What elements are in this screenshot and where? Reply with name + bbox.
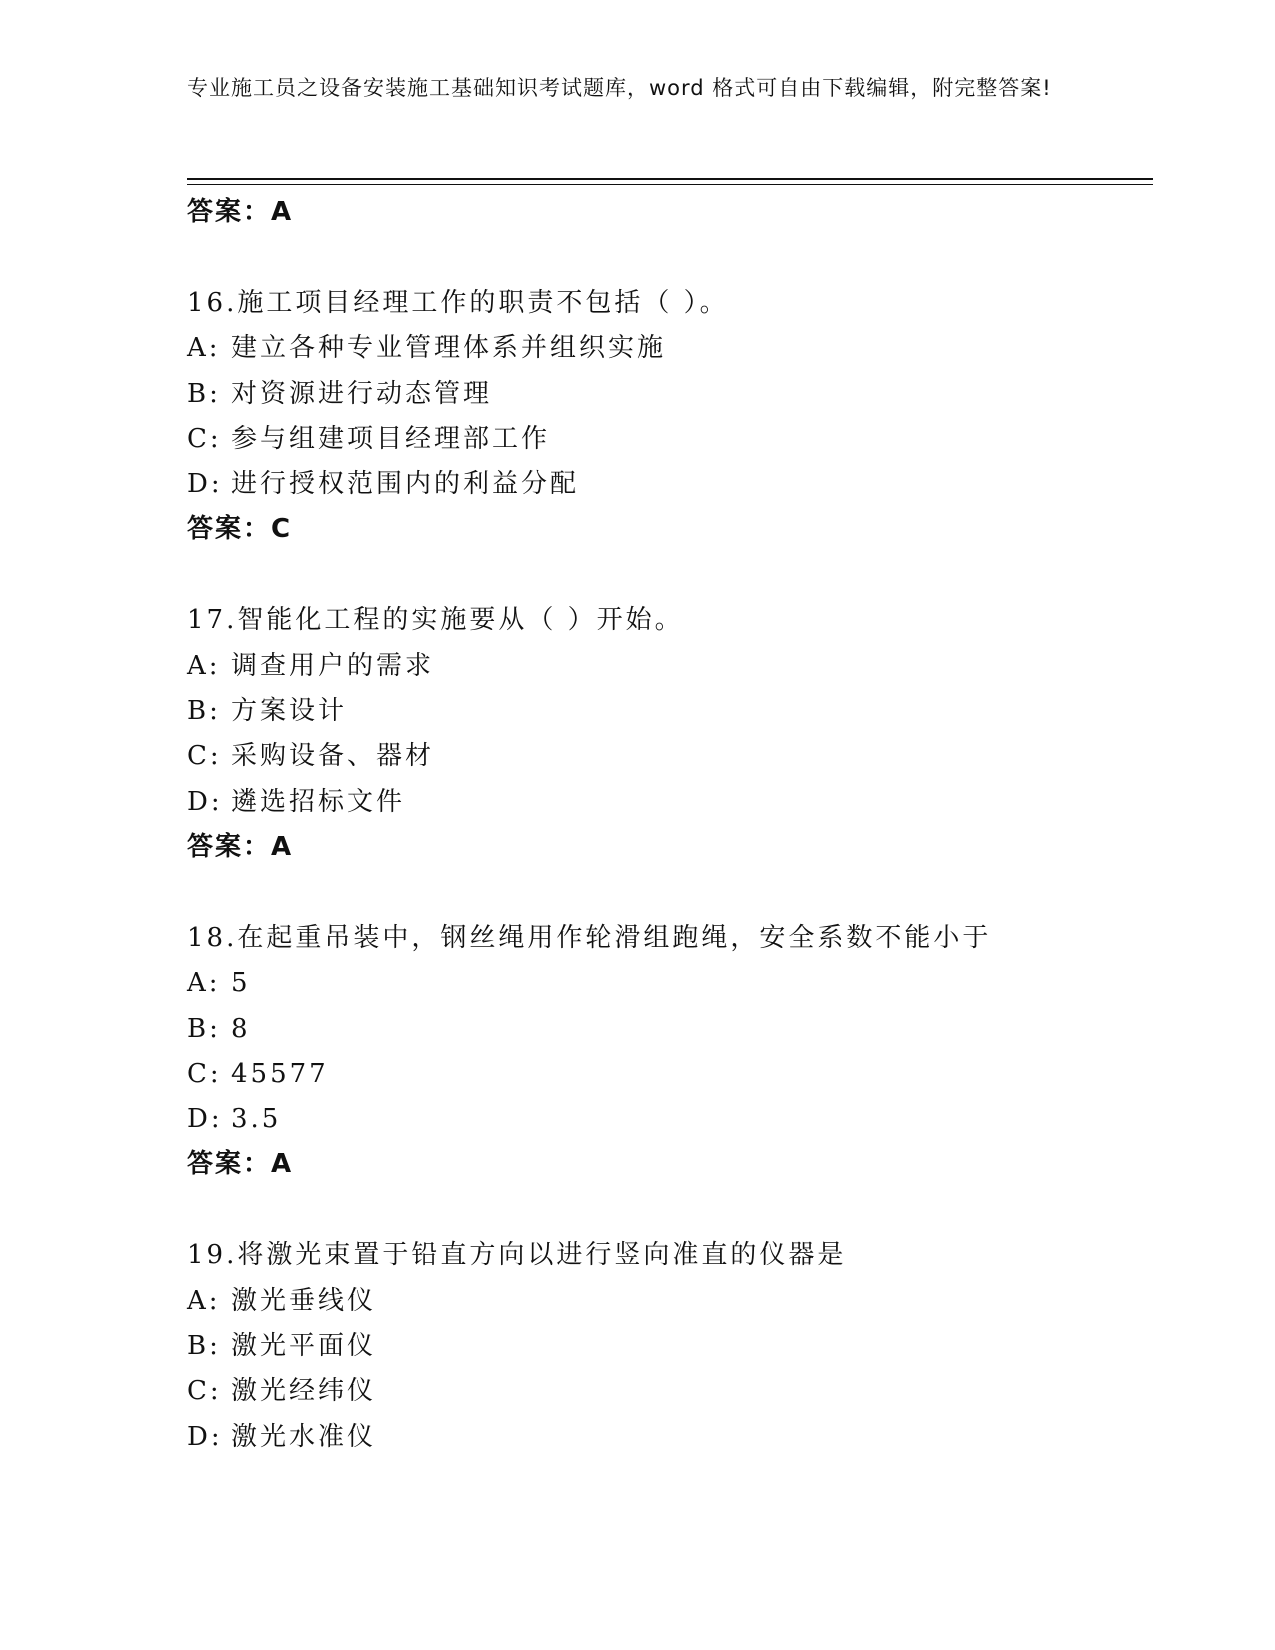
option-a: [187, 1279, 1153, 1324]
option-b: [187, 372, 1153, 417]
option-c: [187, 734, 1153, 779]
option-d: [187, 1415, 1153, 1460]
option-text: 3.5: [231, 1104, 282, 1135]
option-a: [187, 326, 1153, 371]
option-letter: D:: [187, 1421, 223, 1452]
option-d: [187, 462, 1153, 507]
question-18: [187, 916, 1153, 1186]
option-letter: B:: [187, 378, 221, 409]
option-letter: A:: [187, 968, 221, 999]
option-text: 方案设计: [231, 696, 348, 727]
question-19: [187, 1233, 1153, 1459]
question-list: [187, 190, 1153, 1460]
option-text: 激光垂线仪: [231, 1285, 377, 1316]
option-letter: C:: [187, 1376, 222, 1407]
option-letter: A:: [187, 333, 221, 364]
option-text: 参与组建项目经理部工作: [231, 423, 551, 454]
option-letter: C:: [187, 1058, 222, 1089]
document-header: 专业施工员之设备安装施工基础知识考试题库，word 格式可自由下载编辑，附完整答案!: [187, 76, 1052, 100]
option-text: 45577: [231, 1058, 329, 1089]
option-c: [187, 1052, 1153, 1097]
option-text: 建立各种专业管理体系并组织实施: [231, 333, 667, 364]
option-text: 进行授权范围内的利益分配: [231, 469, 580, 500]
option-a: [187, 644, 1153, 689]
option-letter: A:: [187, 1285, 221, 1316]
answer-17: 答案：A: [187, 831, 294, 862]
question-16: [187, 281, 1153, 551]
option-b: [187, 1324, 1153, 1369]
option-letter: A:: [187, 650, 221, 681]
option-text: 激光平面仪: [231, 1331, 377, 1362]
option-text: 采购设备、器材: [231, 741, 435, 772]
option-d: [187, 1097, 1153, 1142]
option-letter: D:: [187, 1104, 223, 1135]
option-text: 8: [231, 1013, 251, 1044]
option-text: 对资源进行动态管理: [231, 378, 493, 409]
answer-16: 答案：C: [187, 514, 293, 545]
option-a: [187, 961, 1153, 1006]
option-text: 激光水准仪: [231, 1421, 377, 1452]
option-letter: B:: [187, 1331, 221, 1362]
question-stem: 16.施工项目经理工作的职责不包括（ ）。: [187, 288, 729, 318]
option-letter: D:: [187, 469, 223, 500]
option-letter: B:: [187, 1013, 221, 1044]
option-text: 遴选招标文件: [231, 786, 406, 817]
header-divider-thick: [187, 178, 1153, 180]
option-letter: C:: [187, 741, 222, 772]
header-divider-thin: [187, 184, 1153, 185]
option-text: 5: [231, 968, 251, 999]
question-stem: 18.在起重吊装中，钢丝绳用作轮滑组跑绳，安全系数不能小于: [187, 922, 992, 953]
answer-previous: 答案：A: [187, 197, 294, 227]
option-text: 激光经纬仪: [231, 1376, 377, 1407]
question-stem: 19.将激光束置于铅直方向以进行竖向准直的仪器是: [187, 1240, 847, 1271]
answer-18: 答案：A: [187, 1149, 294, 1180]
option-d: [187, 780, 1153, 825]
question-17: [187, 598, 1153, 868]
option-text: 调查用户的需求: [231, 650, 435, 681]
question-stem: 17.智能化工程的实施要从（ ）开始。: [187, 605, 684, 636]
option-b: [187, 689, 1153, 734]
option-c: [187, 417, 1153, 462]
option-letter: C:: [187, 423, 222, 454]
option-letter: B:: [187, 696, 221, 727]
option-letter: D:: [187, 786, 223, 817]
option-b: [187, 1007, 1153, 1052]
option-c: [187, 1369, 1153, 1414]
